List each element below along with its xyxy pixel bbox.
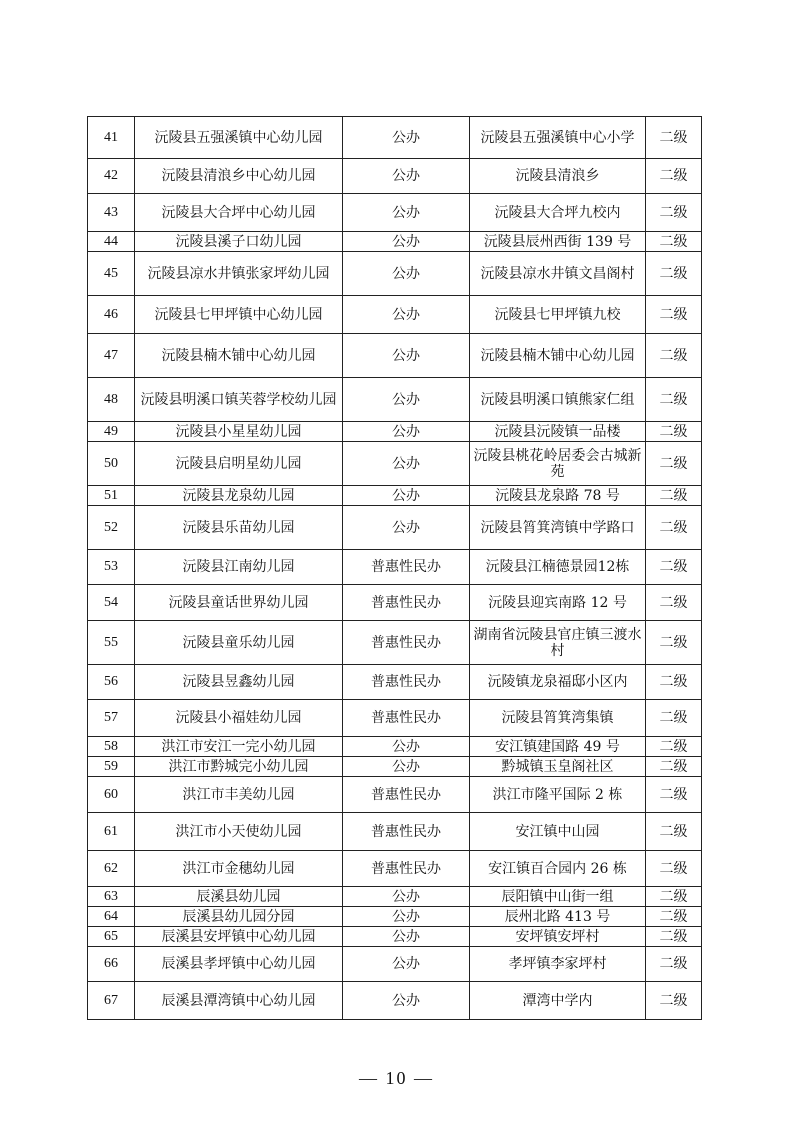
row-number: 59 <box>88 757 135 777</box>
kindergarten-name: 沅陵县凉水井镇张家坪幼儿园 <box>135 252 343 296</box>
kindergarten-name: 洪江市小天使幼儿园 <box>135 813 343 851</box>
row-number: 62 <box>88 851 135 887</box>
table-row <box>88 378 702 422</box>
table-row <box>88 737 702 757</box>
address: 沅陵县明溪口镇熊家仁组 <box>470 378 646 422</box>
kindergarten-table <box>87 116 702 1020</box>
grade-level: 二级 <box>646 252 702 296</box>
table-row <box>88 907 702 927</box>
grade-level: 二级 <box>646 777 702 813</box>
address: 沅陵县五强溪镇中心小学 <box>470 117 646 159</box>
ownership-type: 公办 <box>343 737 470 757</box>
row-number: 51 <box>88 486 135 506</box>
grade-level: 二级 <box>646 757 702 777</box>
table-row <box>88 159 702 194</box>
table-row <box>88 777 702 813</box>
kindergarten-name: 沅陵县小福娃幼儿园 <box>135 700 343 737</box>
grade-level: 二级 <box>646 486 702 506</box>
ownership-type: 公办 <box>343 442 470 486</box>
table-row <box>88 550 702 585</box>
kindergarten-name: 辰溪县潭湾镇中心幼儿园 <box>135 982 343 1020</box>
address: 孝坪镇李家坪村 <box>470 947 646 982</box>
kindergarten-name: 沅陵县龙泉幼儿园 <box>135 486 343 506</box>
address: 沅陵县筲箕湾镇中学路口 <box>470 506 646 550</box>
grade-level: 二级 <box>646 585 702 621</box>
row-number: 55 <box>88 621 135 665</box>
table-row <box>88 927 702 947</box>
row-number: 61 <box>88 813 135 851</box>
ownership-type: 普惠性民办 <box>343 813 470 851</box>
grade-level: 二级 <box>646 927 702 947</box>
row-number: 41 <box>88 117 135 159</box>
address: 沅陵县辰州西街 139 号 <box>470 232 646 252</box>
row-number: 44 <box>88 232 135 252</box>
ownership-type: 普惠性民办 <box>343 700 470 737</box>
grade-level: 二级 <box>646 232 702 252</box>
table-row <box>88 232 702 252</box>
row-number: 54 <box>88 585 135 621</box>
grade-level: 二级 <box>646 621 702 665</box>
kindergarten-name: 洪江市安江一完小幼儿园 <box>135 737 343 757</box>
row-number: 63 <box>88 887 135 907</box>
address: 沅陵县七甲坪镇九校 <box>470 296 646 334</box>
table-row <box>88 887 702 907</box>
row-number: 45 <box>88 252 135 296</box>
ownership-type: 普惠性民办 <box>343 777 470 813</box>
kindergarten-name: 沅陵县小星星幼儿园 <box>135 422 343 442</box>
kindergarten-name: 沅陵县大合坪中心幼儿园 <box>135 194 343 232</box>
kindergarten-name: 沅陵县启明星幼儿园 <box>135 442 343 486</box>
grade-level: 二级 <box>646 334 702 378</box>
table-row <box>88 851 702 887</box>
ownership-type: 公办 <box>343 296 470 334</box>
grade-level: 二级 <box>646 296 702 334</box>
row-number: 66 <box>88 947 135 982</box>
row-number: 58 <box>88 737 135 757</box>
ownership-type: 公办 <box>343 117 470 159</box>
address: 沅陵县桃花岭居委会古城新苑 <box>470 442 646 486</box>
grade-level: 二级 <box>646 700 702 737</box>
address: 沅陵县大合坪九校内 <box>470 194 646 232</box>
kindergarten-name: 沅陵县溪子口幼儿园 <box>135 232 343 252</box>
table-row <box>88 621 702 665</box>
table-row <box>88 700 702 737</box>
address: 安江镇中山园 <box>470 813 646 851</box>
kindergarten-name: 辰溪县幼儿园 <box>135 887 343 907</box>
address: 沅陵县龙泉路 78 号 <box>470 486 646 506</box>
kindergarten-name: 沅陵县楠木铺中心幼儿园 <box>135 334 343 378</box>
ownership-type: 普惠性民办 <box>343 621 470 665</box>
address: 安江镇百合园内 26 栋 <box>470 851 646 887</box>
ownership-type: 公办 <box>343 887 470 907</box>
kindergarten-name: 沅陵县明溪口镇芙蓉学校幼儿园 <box>135 378 343 422</box>
row-number: 42 <box>88 159 135 194</box>
address: 沅陵县迎宾南路 12 号 <box>470 585 646 621</box>
row-number: 67 <box>88 982 135 1020</box>
grade-level: 二级 <box>646 887 702 907</box>
row-number: 47 <box>88 334 135 378</box>
table-row <box>88 442 702 486</box>
grade-level: 二级 <box>646 907 702 927</box>
ownership-type: 公办 <box>343 757 470 777</box>
ownership-type: 公办 <box>343 232 470 252</box>
grade-level: 二级 <box>646 117 702 159</box>
table-row <box>88 296 702 334</box>
address: 沅陵县清浪乡 <box>470 159 646 194</box>
table-row <box>88 194 702 232</box>
row-number: 57 <box>88 700 135 737</box>
row-number: 52 <box>88 506 135 550</box>
grade-level: 二级 <box>646 378 702 422</box>
address: 沅陵镇龙泉福邸小区内 <box>470 665 646 700</box>
row-number: 48 <box>88 378 135 422</box>
table-row <box>88 665 702 700</box>
kindergarten-name: 沅陵县童乐幼儿园 <box>135 621 343 665</box>
address: 沅陵县江楠德景园12栋 <box>470 550 646 585</box>
row-number: 64 <box>88 907 135 927</box>
table-row <box>88 813 702 851</box>
ownership-type: 公办 <box>343 378 470 422</box>
kindergarten-name: 沅陵县童话世界幼儿园 <box>135 585 343 621</box>
address: 沅陵县沅陵镇一品楼 <box>470 422 646 442</box>
grade-level: 二级 <box>646 194 702 232</box>
row-number: 46 <box>88 296 135 334</box>
address: 安江镇建国路 49 号 <box>470 737 646 757</box>
ownership-type: 普惠性民办 <box>343 665 470 700</box>
row-number: 50 <box>88 442 135 486</box>
address: 沅陵县凉水井镇文昌阁村 <box>470 252 646 296</box>
table-row <box>88 947 702 982</box>
row-number: 56 <box>88 665 135 700</box>
grade-level: 二级 <box>646 982 702 1020</box>
table-row <box>88 334 702 378</box>
grade-level: 二级 <box>646 422 702 442</box>
ownership-type: 公办 <box>343 506 470 550</box>
ownership-type: 公办 <box>343 252 470 296</box>
kindergarten-name: 沅陵县清浪乡中心幼儿园 <box>135 159 343 194</box>
kindergarten-name: 洪江市黔城完小幼儿园 <box>135 757 343 777</box>
kindergarten-name: 辰溪县安坪镇中心幼儿园 <box>135 927 343 947</box>
ownership-type: 公办 <box>343 982 470 1020</box>
grade-level: 二级 <box>646 506 702 550</box>
address: 辰阳镇中山街一组 <box>470 887 646 907</box>
table-row <box>88 252 702 296</box>
address: 安坪镇安坪村 <box>470 927 646 947</box>
table-body <box>88 117 702 1020</box>
ownership-type: 公办 <box>343 194 470 232</box>
table-row <box>88 422 702 442</box>
row-number: 60 <box>88 777 135 813</box>
kindergarten-name: 沅陵县昱鑫幼儿园 <box>135 665 343 700</box>
address: 湖南省沅陵县官庄镇三渡水村 <box>470 621 646 665</box>
kindergarten-name: 辰溪县幼儿园分园 <box>135 907 343 927</box>
ownership-type: 公办 <box>343 422 470 442</box>
ownership-type: 普惠性民办 <box>343 851 470 887</box>
grade-level: 二级 <box>646 851 702 887</box>
ownership-type: 公办 <box>343 486 470 506</box>
kindergarten-name: 沅陵县五强溪镇中心幼儿园 <box>135 117 343 159</box>
table-row <box>88 117 702 159</box>
table-row <box>88 757 702 777</box>
table-row <box>88 585 702 621</box>
ownership-type: 公办 <box>343 907 470 927</box>
kindergarten-name: 洪江市金穗幼儿园 <box>135 851 343 887</box>
address: 黔城镇玉皇阁社区 <box>470 757 646 777</box>
address: 潭湾中学内 <box>470 982 646 1020</box>
grade-level: 二级 <box>646 442 702 486</box>
kindergarten-name: 沅陵县七甲坪镇中心幼儿园 <box>135 296 343 334</box>
ownership-type: 公办 <box>343 947 470 982</box>
table-row <box>88 506 702 550</box>
address: 沅陵县筲箕湾集镇 <box>470 700 646 737</box>
kindergarten-name: 沅陵县乐苗幼儿园 <box>135 506 343 550</box>
table-row <box>88 486 702 506</box>
ownership-type: 公办 <box>343 159 470 194</box>
ownership-type: 普惠性民办 <box>343 585 470 621</box>
grade-level: 二级 <box>646 665 702 700</box>
page-number: — 10 — <box>359 1068 434 1088</box>
table-row <box>88 982 702 1020</box>
row-number: 53 <box>88 550 135 585</box>
kindergarten-name: 沅陵县江南幼儿园 <box>135 550 343 585</box>
grade-level: 二级 <box>646 813 702 851</box>
row-number: 49 <box>88 422 135 442</box>
address: 沅陵县楠木铺中心幼儿园 <box>470 334 646 378</box>
address: 洪江市隆平国际 2 栋 <box>470 777 646 813</box>
kindergarten-name: 辰溪县孝坪镇中心幼儿园 <box>135 947 343 982</box>
grade-level: 二级 <box>646 159 702 194</box>
grade-level: 二级 <box>646 550 702 585</box>
kindergarten-name: 洪江市丰美幼儿园 <box>135 777 343 813</box>
grade-level: 二级 <box>646 947 702 982</box>
grade-level: 二级 <box>646 737 702 757</box>
ownership-type: 公办 <box>343 334 470 378</box>
ownership-type: 普惠性民办 <box>343 550 470 585</box>
row-number: 43 <box>88 194 135 232</box>
row-number: 65 <box>88 927 135 947</box>
address: 辰州北路 413 号 <box>470 907 646 927</box>
ownership-type: 公办 <box>343 927 470 947</box>
